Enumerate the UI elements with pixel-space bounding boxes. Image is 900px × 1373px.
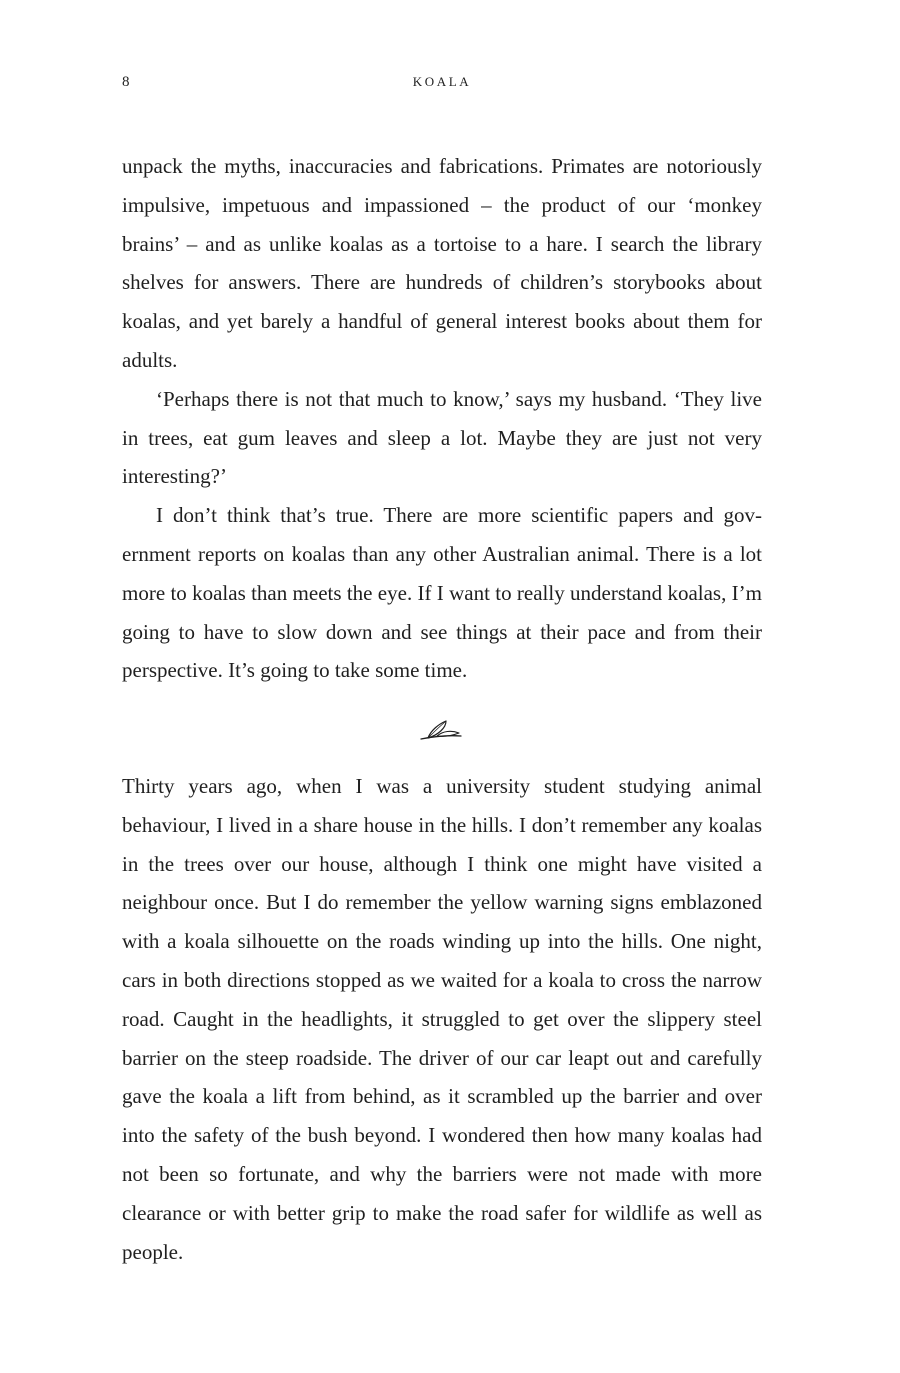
paragraph: I don’t think that’s true. There are more scientific papers and government reports on koalas than any other Australian animal. There is a lot more to koalas than meets the eye. If I want to really understand koalas, I’m going to have to slow down and see things at their pace and from their perspective. It’s going to take some time. (122, 503, 762, 683)
running-title: KOALA (412, 74, 472, 89)
paragraph: ‘Perhaps there is not that much to know,’ says my husband. ‘They live in trees, eat gum leaves and sleep a lot. Maybe they are just not very interesting?’ (122, 386, 762, 489)
leaf-icon (419, 718, 463, 742)
page-number: 8 (122, 74, 130, 90)
running-head (122, 74, 762, 96)
paragraph: unpack the myths, inaccuracies and fabrications. Primates are notoriously impulsive, impetuous and impassioned – the product of our ‘monkey brains’ – and as unlike koalas as a tortoise to a hare. I search the library shelves for answers. There are hundreds of children’s storybooks about koalas, and yet barely a handful of general interest books about them for adults. (122, 154, 762, 372)
section-1-text (122, 147, 762, 690)
section-2-text (122, 767, 762, 1271)
paragraph: Thirty years ago, when I was a university student studying animal behaviour, I lived in a share house in the hills. I don’t remember any koalas in the trees over our house, although I think one might have visited a neighbour once. But I do remember the yellow warning signs emblazoned with a koala silhouette on the roads winding up into the hills. One night, cars in both directions stopped as we waited for a koala to cross the narrow road. Caught in the headlights, it struggled to get over the slippery steel barrier on the steep roadside. The driver of our car leapt out and carefully gave the koala a lift from behind, as it scrambled up the barrier and over into the safety of the bush beyond. I wondered then how many koalas had not been so fortunate, and why the barriers were not made with more clearance or with better grip to make the road safer for wildlife as well as people. (122, 774, 762, 1264)
